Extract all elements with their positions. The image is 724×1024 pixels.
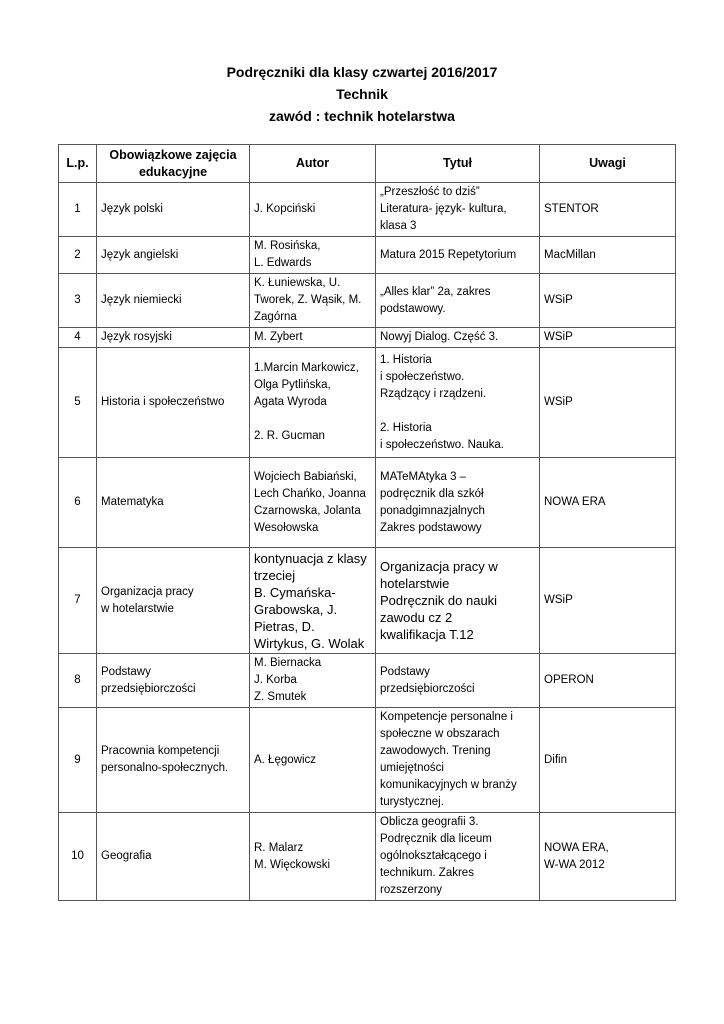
document-profession: zawód : technik hotelarstwa [269, 108, 455, 124]
document-title: Podręczniki dla klasy czwartej 2016/2017 [226, 64, 498, 80]
cell-notes: MacMillan [540, 237, 676, 274]
cell-title: „Alles klar” 2a, zakres podstawowy. [376, 274, 540, 328]
cell-notes: NOWA ERA [540, 458, 676, 548]
cell-title: „Przeszłość to dziś” Literatura- język- kultura, klasa 3 [376, 183, 540, 237]
cell-author: kontynuacja z klasy trzeciej B. Cymańska- Grabowska, J. Pietras, D. Wirtykus, G. Wolak [250, 548, 376, 654]
cell-author: R. Malarz M. Więckowski [250, 813, 376, 901]
header-title: Tytuł [376, 145, 540, 183]
textbook-table [58, 144, 676, 901]
cell-title: MATeMAtyka 3 – podręcznik dla szkół ponadgimnazjalnych Zakres podstawowy [376, 458, 540, 548]
cell-lp: 6 [59, 458, 97, 548]
header-lp: L.p. [59, 145, 97, 183]
cell-author: A. Łęgowicz [250, 708, 376, 813]
cell-author: K. Łuniewska, U. Tworek, Z. Wąsik, M. Zagórna [250, 274, 376, 328]
cell-subject: Geografia [97, 813, 250, 901]
table-row [59, 813, 676, 901]
table-row [59, 458, 676, 548]
cell-subject: Język angielski [97, 237, 250, 274]
cell-author: 1.Marcin Markowicz, Olga Pytlińska, Agata Wyroda 2. R. Gucman [250, 348, 376, 458]
cell-title: Oblicza geografii 3. Podręcznik dla liceum ogólnokształcącego i technikum. Zakres rozszerzony [376, 813, 540, 901]
cell-subject: Pracownia kompetencji personalno-społecznych. [97, 708, 250, 813]
table-row [59, 274, 676, 328]
cell-lp: 8 [59, 654, 97, 708]
cell-author: M. Biernacka J. Korba Z. Smutek [250, 654, 376, 708]
cell-lp: 7 [59, 548, 97, 654]
cell-notes: NOWA ERA, W-WA 2012 [540, 813, 676, 901]
table-row [59, 348, 676, 458]
cell-notes: Difin [540, 708, 676, 813]
cell-subject: Język rosyjski [97, 328, 250, 348]
cell-subject: Historia i społeczeństwo [97, 348, 250, 458]
table-header-row [59, 145, 676, 183]
table-row [59, 708, 676, 813]
header-author: Autor [250, 145, 376, 183]
cell-title: Organizacja pracy w hotelarstwie Podręcznik do nauki zawodu cz 2 kwalifikacja T.12 [376, 548, 540, 654]
cell-lp: 3 [59, 274, 97, 328]
cell-subject: Język polski [97, 183, 250, 237]
cell-notes: WSiP [540, 328, 676, 348]
cell-title: Podstawy przedsiębiorczości [376, 654, 540, 708]
cell-subject: Język niemiecki [97, 274, 250, 328]
cell-lp: 2 [59, 237, 97, 274]
cell-author: M. Zybert [250, 328, 376, 348]
cell-lp: 5 [59, 348, 97, 458]
cell-lp: 10 [59, 813, 97, 901]
header-subject: Obowiązkowe zajęcia edukacyjne [97, 145, 250, 183]
table-row [59, 548, 676, 654]
table-row [59, 183, 676, 237]
cell-lp: 4 [59, 328, 97, 348]
cell-notes: WSiP [540, 348, 676, 458]
cell-title: Matura 2015 Repetytorium [376, 237, 540, 274]
cell-title: 1. Historia i społeczeństwo. Rządzący i rządzeni. 2. Historia i społeczeństwo. Nauka. [376, 348, 540, 458]
cell-notes: STENTOR [540, 183, 676, 237]
cell-title: Nowyj Dialog. Część 3. [376, 328, 540, 348]
cell-subject: Podstawy przedsiębiorczości [97, 654, 250, 708]
cell-notes: OPERON [540, 654, 676, 708]
table-row [59, 328, 676, 348]
cell-notes: WSiP [540, 274, 676, 328]
cell-notes: WSiP [540, 548, 676, 654]
cell-author: M. Rosińska, L. Edwards [250, 237, 376, 274]
header-notes: Uwagi [540, 145, 676, 183]
cell-lp: 9 [59, 708, 97, 813]
table-row [59, 654, 676, 708]
cell-title: Kompetencje personalne i społeczne w obszarach zawodowych. Trening umiejętności komunikacyjnych w branży turystycznej. [376, 708, 540, 813]
table-row [59, 237, 676, 274]
cell-author: J. Kopciński [250, 183, 376, 237]
cell-lp: 1 [59, 183, 97, 237]
cell-subject: Organizacja pracy w hotelarstwie [97, 548, 250, 654]
cell-author: Wojciech Babiański, Lech Chańko, Joanna Czarnowska, Jolanta Wesołowska [250, 458, 376, 548]
cell-subject: Matematyka [97, 458, 250, 548]
document-subtitle: Technik [336, 86, 388, 102]
